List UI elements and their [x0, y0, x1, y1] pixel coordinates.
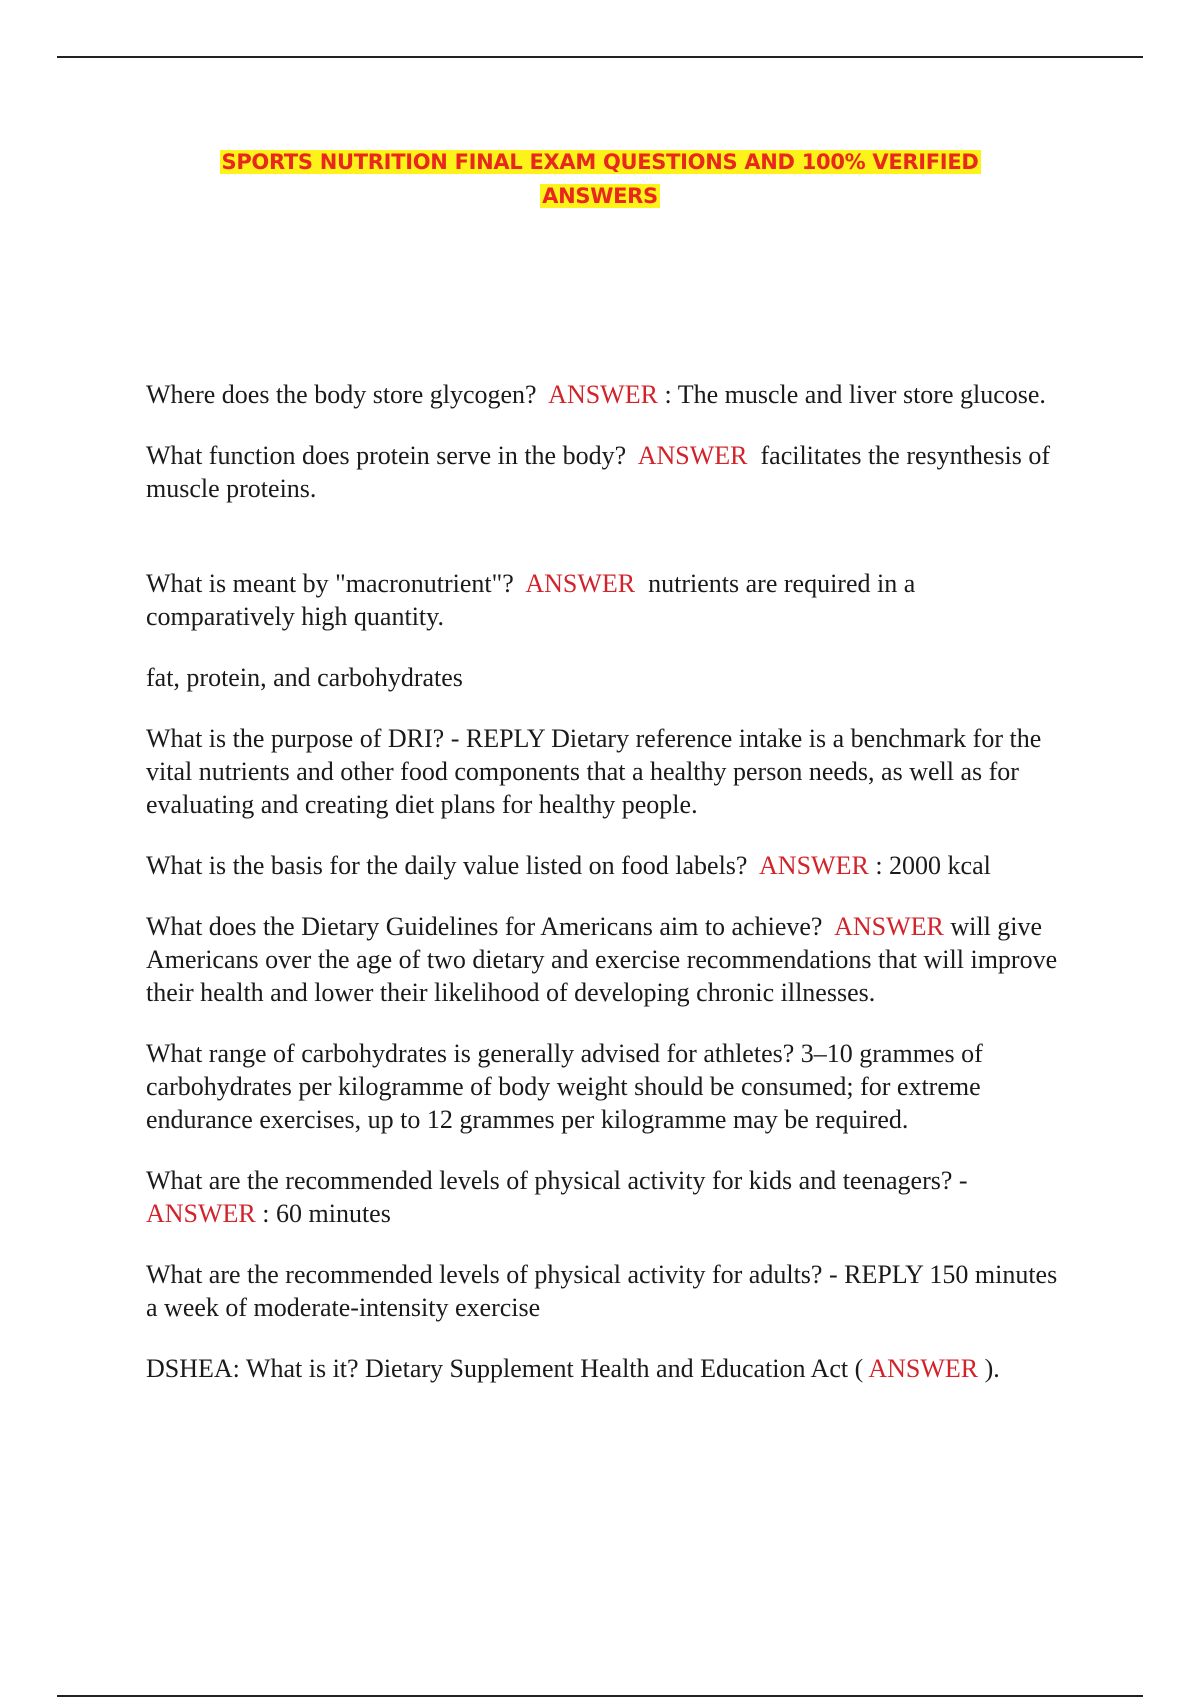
- qa-item-dietary-guidelines: [146, 910, 1066, 1009]
- paragraph-text: fat, protein, and carbohydrates: [146, 663, 463, 692]
- answer-text: nutrients are required in a comparatively high quantity.: [146, 569, 916, 631]
- question-text: What are the recommended levels of physical activity for kids and teenagers? -: [146, 1166, 968, 1195]
- answer-label: ANSWER: [637, 441, 748, 470]
- qa-item-carbohydrate-range: [146, 1037, 1066, 1136]
- qa-item-daily-value: [146, 849, 1066, 882]
- bottom-rule: [57, 1695, 1143, 1697]
- document-title: [0, 145, 1200, 213]
- answer-text: facilitates the resynthesis of muscle proteins.: [146, 441, 1051, 503]
- qa-item-activity-kids: [146, 1164, 1066, 1230]
- qa-item-macros-list: [146, 661, 1066, 694]
- answer-text: : 2000 kcal: [875, 851, 991, 880]
- question-text: What does the Dietary Guidelines for Americans aim to achieve?: [146, 912, 823, 941]
- answer-label: ANSWER: [834, 912, 944, 941]
- answer-label: ANSWER: [548, 380, 658, 409]
- paragraph-text: What range of carbohydrates is generally advised for athletes? 3–10 grammes of carbohydrates per kilogramme of body weight should be consumed; for extreme endurance exercises, up to 12 grammes per kilogramme may be required.: [146, 1039, 983, 1134]
- qa-item-dri: [146, 722, 1066, 821]
- top-rule: [57, 56, 1143, 58]
- title-line-2: ANSWERS: [542, 184, 658, 208]
- qa-item-protein: [146, 439, 1066, 505]
- question-text: What is meant by "macronutrient"?: [146, 569, 514, 598]
- qa-item-glycogen: [146, 378, 1066, 411]
- question-text: What function does protein serve in the body?: [146, 441, 627, 470]
- paragraph-text: What are the recommended levels of physical activity for adults? - REPLY 150 minutes a week of moderate-intensity exercise: [146, 1260, 1058, 1322]
- qa-list: [146, 378, 1066, 1385]
- answer-label: ANSWER: [868, 1354, 979, 1383]
- answer-label: ANSWER: [525, 569, 636, 598]
- answer-text: will give Americans over the age of two dietary and exercise recommendations that will improve their health and lower their likelihood of developing chronic illnesses.: [146, 912, 1058, 1007]
- title-line-1: SPORTS NUTRITION FINAL EXAM QUESTIONS AND 100% VERIFIED: [221, 150, 979, 174]
- answer-label: ANSWER: [759, 851, 869, 880]
- question-text: What is the basis for the daily value listed on food labels?: [146, 851, 748, 880]
- question-text: Where does the body store glycogen?: [146, 380, 537, 409]
- paragraph-text: What is the purpose of DRI? - REPLY Dietary reference intake is a benchmark for the vital nutrients and other food components that a healthy person needs, as well as for evaluating and creating diet plans for healthy people.: [146, 724, 1042, 819]
- answer-text: : 60 minutes: [262, 1199, 391, 1228]
- answer-label: ANSWER: [146, 1199, 256, 1228]
- answer-text: ).: [984, 1354, 1000, 1383]
- qa-item-dshea: [146, 1352, 1066, 1385]
- answer-text: : The muscle and liver store glucose.: [664, 380, 1046, 409]
- qa-item-macronutrient: [146, 567, 1066, 633]
- question-text: DSHEA: What is it? Dietary Supplement Health and Education Act (: [146, 1354, 864, 1383]
- qa-item-activity-adults: [146, 1258, 1066, 1324]
